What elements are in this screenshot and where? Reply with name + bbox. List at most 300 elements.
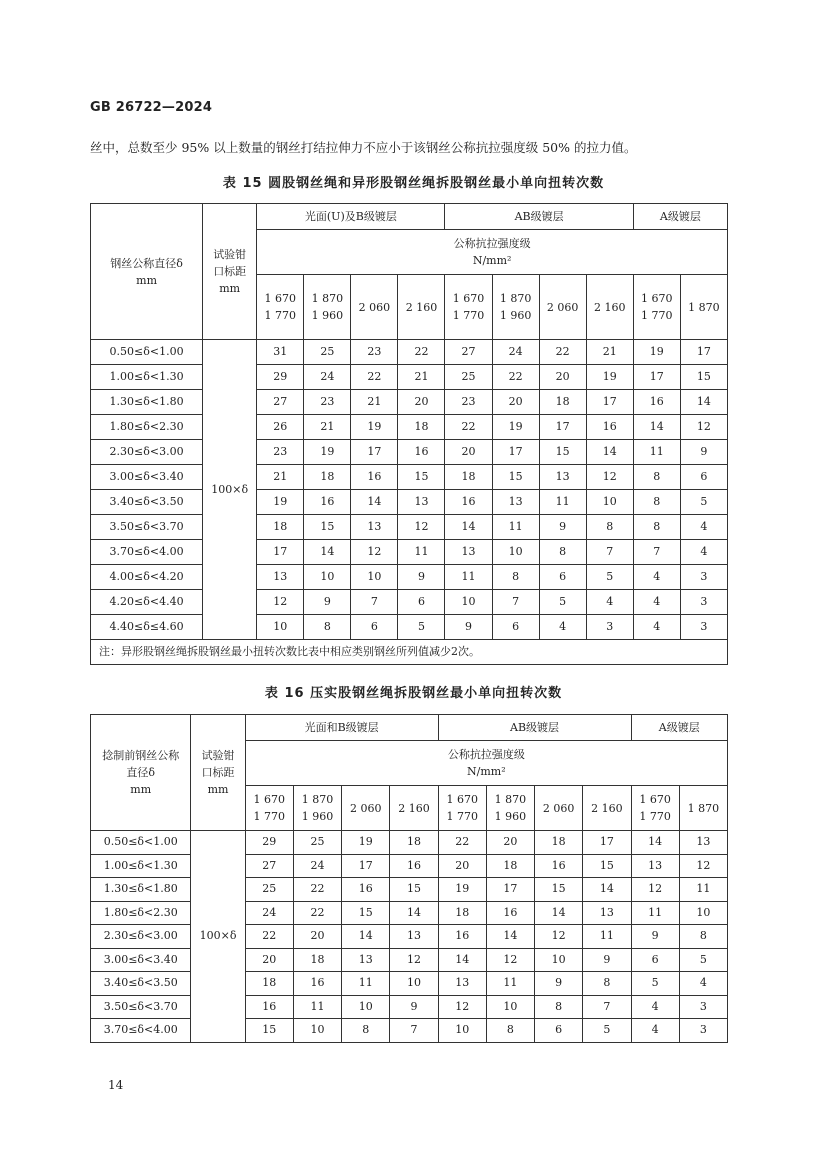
torsion-count: 13	[342, 948, 390, 972]
torsion-count: 7	[492, 590, 539, 615]
torsion-count: 7	[351, 590, 398, 615]
torsion-count: 9	[390, 995, 438, 1019]
torsion-count: 18	[390, 831, 438, 855]
torsion-count: 11	[633, 440, 680, 465]
torsion-count: 14	[304, 540, 351, 565]
torsion-count: 3	[679, 1019, 727, 1043]
gauge-header	[203, 204, 257, 340]
torsion-count: 22	[492, 365, 539, 390]
torsion-count: 14	[445, 515, 492, 540]
coating-group-header: AB级镀层	[445, 204, 633, 230]
table-row	[91, 465, 728, 490]
torsion-count: 8	[633, 465, 680, 490]
cell-line: 1 770	[264, 309, 297, 322]
torsion-count: 4	[586, 590, 633, 615]
torsion-count: 12	[679, 854, 727, 878]
torsion-count: 10	[390, 972, 438, 996]
torsion-count: 7	[586, 540, 633, 565]
table15	[90, 203, 728, 665]
table-row	[91, 565, 728, 590]
diameter-range: 1.00≤δ<1.30	[91, 365, 203, 390]
grade-header	[257, 275, 304, 340]
table-row	[91, 615, 728, 640]
cell-line: 2 160	[591, 801, 623, 815]
torsion-count: 10	[486, 995, 534, 1019]
table16	[90, 714, 728, 1043]
torsion-count: 4	[633, 590, 680, 615]
gauge-value: 100×δ	[203, 340, 257, 640]
torsion-count: 20	[492, 390, 539, 415]
torsion-count: 19	[586, 365, 633, 390]
torsion-count: 18	[398, 415, 445, 440]
torsion-count: 20	[293, 925, 341, 949]
torsion-count: 6	[492, 615, 539, 640]
torsion-count: 20	[438, 854, 486, 878]
cell-line: 1 670	[446, 793, 478, 806]
torsion-count: 27	[245, 854, 293, 878]
cell-line: 1 670	[452, 292, 485, 305]
cell-line: 2 160	[398, 801, 430, 815]
torsion-count: 6	[398, 590, 445, 615]
torsion-count: 14	[486, 925, 534, 949]
cell-line: 1 770	[446, 810, 478, 823]
torsion-count: 10	[445, 590, 492, 615]
torsion-count: 10	[304, 565, 351, 590]
torsion-count: 15	[342, 901, 390, 925]
grade-header	[539, 275, 586, 340]
torsion-count: 18	[539, 390, 586, 415]
table16-caption: 表 16 压实股钢丝绳拆股钢丝最小单向扭转次数	[264, 686, 563, 701]
cell-line: 捻制前钢丝公称	[102, 749, 180, 762]
torsion-count: 12	[680, 415, 727, 440]
lead-paragraph: 丝中，总数至少 95% 以上数量的钢丝打结拉伸力不应小于该钢丝公称抗拉强度级 50% 的拉力值。	[90, 140, 637, 155]
table-row	[91, 515, 728, 540]
diameter-header	[91, 715, 191, 831]
grade-header	[398, 275, 445, 340]
standard-id: GB 26722—2024	[90, 100, 213, 115]
torsion-count: 8	[586, 515, 633, 540]
torsion-count: 19	[438, 878, 486, 902]
torsion-count: 24	[304, 365, 351, 390]
gauge-value: 100×δ	[191, 831, 245, 1043]
grade-header	[680, 275, 727, 340]
cell-line: mm	[130, 783, 152, 796]
grade-header	[583, 786, 631, 831]
cell-line: 1 870	[301, 793, 334, 806]
torsion-count: 24	[492, 340, 539, 365]
torsion-count: 15	[390, 878, 438, 902]
torsion-count: 11	[398, 540, 445, 565]
grade-header	[245, 786, 293, 831]
torsion-count: 23	[445, 390, 492, 415]
table-row	[91, 540, 728, 565]
torsion-count: 23	[304, 390, 351, 415]
torsion-count: 22	[539, 340, 586, 365]
torsion-count: 10	[351, 565, 398, 590]
torsion-count: 16	[304, 490, 351, 515]
torsion-count: 18	[445, 465, 492, 490]
torsion-count: 8	[633, 490, 680, 515]
torsion-count: 11	[445, 565, 492, 590]
torsion-count: 14	[633, 415, 680, 440]
torsion-count: 25	[304, 340, 351, 365]
grade-header	[445, 275, 492, 340]
torsion-count: 17	[539, 415, 586, 440]
torsion-count: 15	[245, 1019, 293, 1043]
torsion-count: 13	[445, 540, 492, 565]
torsion-count: 18	[486, 854, 534, 878]
table-row	[91, 995, 728, 1019]
torsion-count: 12	[586, 465, 633, 490]
torsion-count: 5	[680, 490, 727, 515]
torsion-count: 22	[398, 340, 445, 365]
torsion-count: 14	[680, 390, 727, 415]
torsion-count: 4	[633, 565, 680, 590]
cell-line: N/mm²	[467, 765, 506, 778]
torsion-count: 11	[342, 972, 390, 996]
torsion-count: 11	[583, 925, 631, 949]
torsion-count: 9	[631, 925, 679, 949]
torsion-count: 15	[680, 365, 727, 390]
torsion-count: 22	[445, 415, 492, 440]
torsion-count: 11	[631, 901, 679, 925]
torsion-count: 17	[586, 390, 633, 415]
grade-header	[633, 275, 680, 340]
torsion-count: 10	[679, 901, 727, 925]
table15-caption: 表 15 圆股钢丝绳和异形股钢丝绳拆股钢丝最小单向扭转次数	[222, 176, 605, 191]
torsion-count: 20	[245, 948, 293, 972]
torsion-count: 14	[342, 925, 390, 949]
cell-line: 口标距	[213, 265, 247, 278]
diameter-range: 1.00≤δ<1.30	[91, 854, 191, 878]
torsion-count: 8	[342, 1019, 390, 1043]
grade-header	[486, 786, 534, 831]
cell-line: 1 960	[311, 309, 344, 322]
table-row	[91, 390, 728, 415]
cell-line: 1 670	[639, 793, 671, 806]
diameter-header	[91, 204, 203, 340]
torsion-count: 23	[351, 340, 398, 365]
diameter-range: 1.30≤δ<1.80	[91, 390, 203, 415]
torsion-count: 22	[293, 901, 341, 925]
torsion-count: 31	[257, 340, 304, 365]
torsion-count: 25	[245, 878, 293, 902]
torsion-count: 9	[680, 440, 727, 465]
cell-line: 2 160	[593, 300, 626, 314]
cell-line: mm	[219, 282, 241, 295]
torsion-count: 14	[351, 490, 398, 515]
torsion-count: 6	[351, 615, 398, 640]
table-row	[91, 340, 728, 365]
table-row	[91, 925, 728, 949]
torsion-count: 15	[583, 854, 631, 878]
torsion-count: 12	[351, 540, 398, 565]
torsion-count: 8	[486, 1019, 534, 1043]
torsion-count: 5	[583, 1019, 631, 1043]
table-row	[91, 590, 728, 615]
cell-line: 2 060	[349, 801, 382, 815]
torsion-count: 15	[398, 465, 445, 490]
table-row	[91, 490, 728, 515]
torsion-count: 6	[539, 565, 586, 590]
torsion-count: 5	[398, 615, 445, 640]
coating-group-header: A级镀层	[631, 715, 728, 741]
table-row	[91, 854, 728, 878]
cell-line: 2 060	[542, 801, 575, 815]
grade-header	[438, 786, 486, 831]
torsion-count: 27	[445, 340, 492, 365]
coating-group-header: A级镀层	[633, 204, 727, 230]
grade-header	[351, 275, 398, 340]
cell-line: 试验钳	[201, 749, 235, 762]
torsion-count: 9	[539, 515, 586, 540]
torsion-count: 17	[633, 365, 680, 390]
diameter-range: 3.00≤δ<3.40	[91, 948, 191, 972]
diameter-range: 4.00≤δ<4.20	[91, 565, 203, 590]
torsion-count: 19	[257, 490, 304, 515]
torsion-count: 13	[492, 490, 539, 515]
grade-header	[631, 786, 679, 831]
torsion-count: 9	[583, 948, 631, 972]
torsion-count: 19	[342, 831, 390, 855]
cell-line: 试验钳	[213, 248, 247, 261]
torsion-count: 7	[633, 540, 680, 565]
torsion-count: 16	[535, 854, 583, 878]
table-row	[91, 948, 728, 972]
torsion-count: 13	[257, 565, 304, 590]
diameter-range: 1.80≤δ<2.30	[91, 901, 191, 925]
torsion-count: 5	[586, 565, 633, 590]
torsion-count: 3	[679, 995, 727, 1019]
torsion-count: 29	[257, 365, 304, 390]
diameter-range: 0.50≤δ<1.00	[91, 340, 203, 365]
torsion-count: 12	[398, 515, 445, 540]
grade-header	[293, 786, 341, 831]
cell-line: 2 160	[405, 300, 438, 314]
torsion-count: 16	[398, 440, 445, 465]
grade-header	[390, 786, 438, 831]
cell-line: 1 870	[688, 300, 720, 314]
torsion-count: 12	[390, 948, 438, 972]
torsion-count: 3	[680, 590, 727, 615]
cell-line: 1 960	[499, 309, 532, 322]
diameter-range: 3.50≤δ<3.70	[91, 515, 203, 540]
torsion-count: 14	[390, 901, 438, 925]
torsion-count: 16	[342, 878, 390, 902]
torsion-count: 10	[293, 1019, 341, 1043]
diameter-range: 1.30≤δ<1.80	[91, 878, 191, 902]
diameter-range: 1.80≤δ<2.30	[91, 415, 203, 440]
cell-line: N/mm²	[472, 254, 512, 267]
torsion-count: 24	[293, 854, 341, 878]
torsion-count: 6	[680, 465, 727, 490]
torsion-count: 12	[535, 925, 583, 949]
cell-line: 2 060	[546, 300, 579, 314]
torsion-count: 5	[679, 948, 727, 972]
grade-header	[679, 786, 727, 831]
torsion-count: 17	[486, 878, 534, 902]
torsion-count: 20	[486, 831, 534, 855]
torsion-count: 17	[680, 340, 727, 365]
grade-header	[492, 275, 539, 340]
torsion-count: 16	[390, 854, 438, 878]
torsion-count: 16	[445, 490, 492, 515]
torsion-count: 4	[680, 540, 727, 565]
torsion-count: 6	[535, 1019, 583, 1043]
cell-line: 1 670	[253, 793, 286, 806]
torsion-count: 13	[351, 515, 398, 540]
diameter-range: 2.30≤δ<3.00	[91, 925, 191, 949]
grade-header	[535, 786, 583, 831]
torsion-count: 15	[304, 515, 351, 540]
cell-line: 1 670	[264, 292, 297, 305]
cell-line: 1 870	[687, 801, 720, 815]
cell-line: 1 770	[639, 810, 671, 823]
torsion-count: 19	[633, 340, 680, 365]
torsion-count: 12	[486, 948, 534, 972]
torsion-count: 18	[293, 948, 341, 972]
torsion-count: 16	[586, 415, 633, 440]
diameter-range: 3.00≤δ<3.40	[91, 465, 203, 490]
torsion-count: 21	[398, 365, 445, 390]
table-row	[91, 365, 728, 390]
grade-header	[304, 275, 351, 340]
torsion-count: 20	[445, 440, 492, 465]
torsion-count: 7	[390, 1019, 438, 1043]
torsion-count: 16	[486, 901, 534, 925]
torsion-count: 17	[351, 440, 398, 465]
torsion-count: 8	[679, 925, 727, 949]
table-row	[91, 831, 728, 855]
table-row	[91, 901, 728, 925]
table-row	[91, 440, 728, 465]
torsion-count: 11	[539, 490, 586, 515]
torsion-count: 13	[438, 972, 486, 996]
grade-header	[342, 786, 390, 831]
torsion-count: 12	[438, 995, 486, 1019]
table-row	[91, 415, 728, 440]
coating-group-header: 光面(U)及B级镀层	[257, 204, 445, 230]
torsion-count: 4	[679, 972, 727, 996]
torsion-count: 14	[438, 948, 486, 972]
torsion-count: 8	[583, 972, 631, 996]
diameter-range: 3.40≤δ<3.50	[91, 972, 191, 996]
cell-line: 1 770	[253, 810, 286, 823]
torsion-count: 6	[631, 948, 679, 972]
torsion-count: 13	[679, 831, 727, 855]
torsion-count: 14	[535, 901, 583, 925]
torsion-count: 5	[631, 972, 679, 996]
table-row	[91, 878, 728, 902]
cell-line: 1 770	[452, 309, 485, 322]
torsion-count: 19	[351, 415, 398, 440]
cell-line: 1 960	[301, 810, 334, 823]
header-row	[91, 204, 728, 230]
torsion-count: 9	[445, 615, 492, 640]
torsion-count: 10	[438, 1019, 486, 1043]
torsion-count: 8	[633, 515, 680, 540]
note-row	[91, 640, 728, 665]
torsion-count: 11	[679, 878, 727, 902]
table-row	[91, 1019, 728, 1043]
torsion-count: 19	[492, 415, 539, 440]
torsion-count: 22	[245, 925, 293, 949]
torsion-count: 18	[535, 831, 583, 855]
torsion-count: 10	[257, 615, 304, 640]
torsion-count: 13	[390, 925, 438, 949]
torsion-count: 17	[492, 440, 539, 465]
torsion-count: 29	[245, 831, 293, 855]
torsion-count: 14	[583, 878, 631, 902]
torsion-count: 27	[257, 390, 304, 415]
diameter-range: 0.50≤δ<1.00	[91, 831, 191, 855]
torsion-count: 20	[539, 365, 586, 390]
torsion-count: 25	[293, 831, 341, 855]
torsion-count: 22	[438, 831, 486, 855]
torsion-count: 15	[535, 878, 583, 902]
torsion-count: 11	[492, 515, 539, 540]
torsion-count: 3	[586, 615, 633, 640]
torsion-count: 18	[257, 515, 304, 540]
torsion-count: 10	[586, 490, 633, 515]
gauge-header	[191, 715, 245, 831]
torsion-count: 9	[535, 972, 583, 996]
torsion-count: 15	[492, 465, 539, 490]
diameter-range: 3.70≤δ<4.00	[91, 1019, 191, 1043]
torsion-count: 10	[535, 948, 583, 972]
torsion-count: 17	[257, 540, 304, 565]
torsion-count: 18	[245, 972, 293, 996]
torsion-count: 21	[304, 415, 351, 440]
grade-header	[586, 275, 633, 340]
torsion-count: 13	[398, 490, 445, 515]
torsion-count: 11	[293, 995, 341, 1019]
strength-header	[257, 230, 728, 275]
torsion-count: 9	[398, 565, 445, 590]
torsion-count: 17	[583, 831, 631, 855]
cell-line: mm	[207, 783, 229, 796]
torsion-count: 8	[492, 565, 539, 590]
torsion-count: 26	[257, 415, 304, 440]
torsion-count: 10	[492, 540, 539, 565]
cell-line: 钢丝公称直径δ	[110, 256, 183, 270]
torsion-count: 22	[293, 878, 341, 902]
cell-line: 1 870	[494, 793, 527, 806]
torsion-count: 12	[257, 590, 304, 615]
torsion-count: 3	[680, 615, 727, 640]
torsion-count: 16	[633, 390, 680, 415]
torsion-count: 16	[438, 925, 486, 949]
cell-line: mm	[136, 273, 158, 287]
torsion-count: 16	[293, 972, 341, 996]
torsion-count: 13	[631, 854, 679, 878]
table-row	[91, 972, 728, 996]
diameter-range: 4.40≤δ≤4.60	[91, 615, 203, 640]
torsion-count: 22	[351, 365, 398, 390]
torsion-count: 23	[257, 440, 304, 465]
torsion-count: 13	[583, 901, 631, 925]
torsion-count: 15	[539, 440, 586, 465]
diameter-range: 2.30≤δ<3.00	[91, 440, 203, 465]
page-number: 14	[108, 1078, 124, 1092]
torsion-count: 25	[445, 365, 492, 390]
cell-line: 1 960	[494, 810, 527, 823]
cell-line: 公称抗拉强度级	[447, 748, 525, 761]
torsion-count: 4	[631, 995, 679, 1019]
cell-line: 2 060	[358, 300, 391, 314]
cell-line: 公称抗拉强度级	[453, 237, 531, 250]
diameter-range: 4.20≤δ<4.40	[91, 590, 203, 615]
